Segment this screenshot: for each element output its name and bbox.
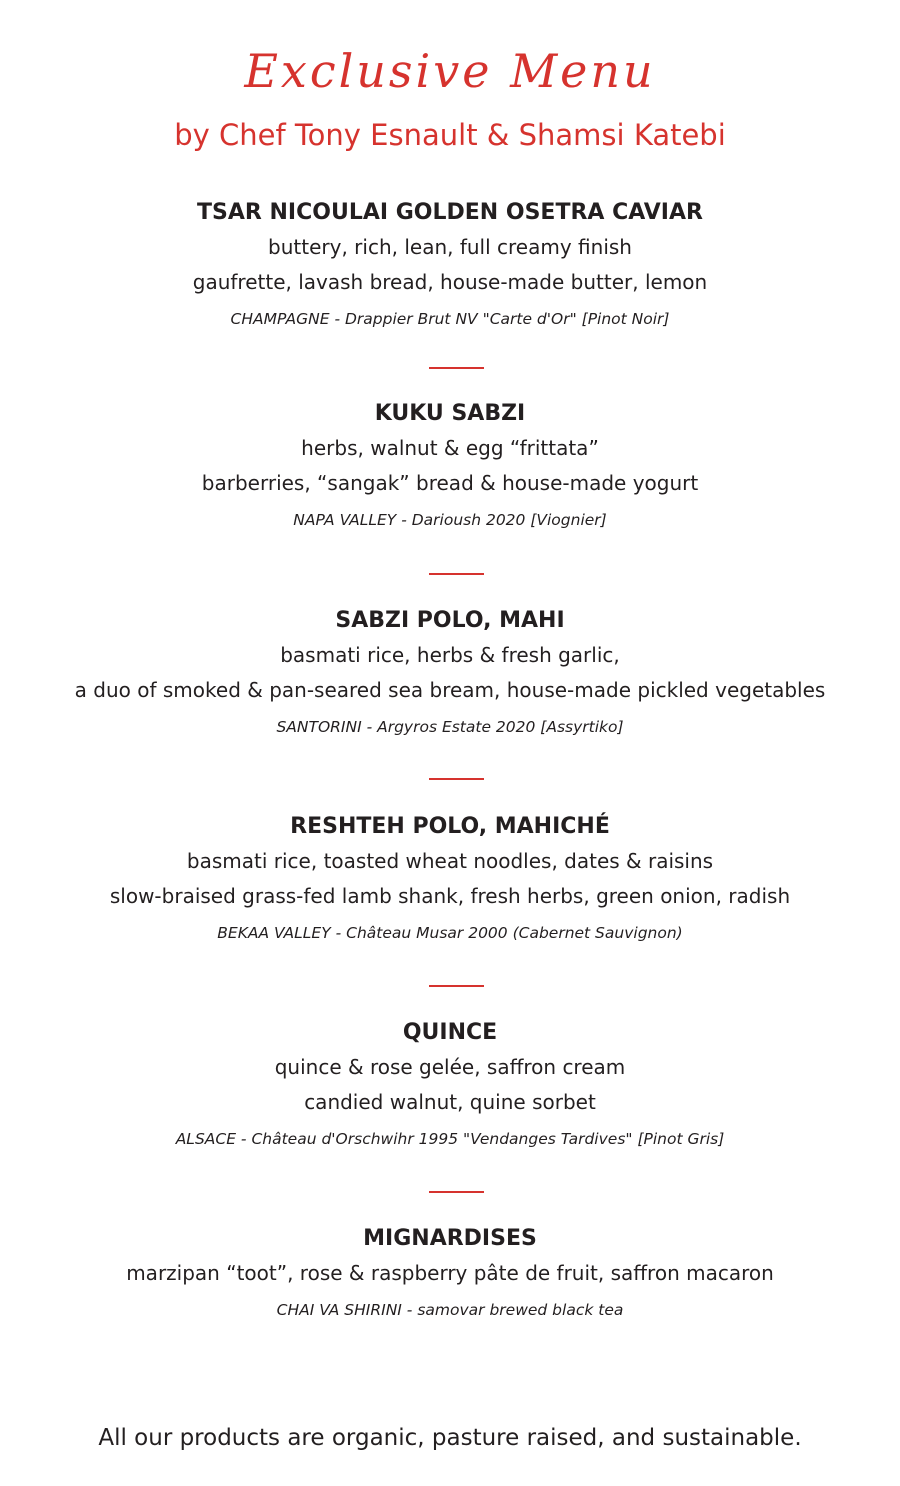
section-divider [429,1191,484,1193]
course-mignardises [0,1222,900,1323]
course-name: QUINCE [402,1020,498,1045]
course-description-line: herbs, walnut & egg “frittata” [301,436,599,460]
course-caviar [0,196,900,332]
section-divider [429,985,484,987]
course-sabzi-polo [0,604,900,740]
course-description-line: quince & rose gelée, saffron cream [274,1055,626,1079]
wine-pairing: NAPA VALLEY - Darioush 2020 [Viognier] [293,511,607,529]
course-description-line: candied walnut, quine sorbet [304,1090,596,1114]
course-quince [0,1016,900,1152]
course-description-line: a duo of smoked & pan-seared sea bream, house-made pickled vegetables [74,678,826,702]
course-description-line: slow-braised grass-fed lamb shank, fresh herbs, green onion, radish [109,884,791,908]
course-reshteh-polo [0,810,900,946]
wine-pairing: CHAMPAGNE - Drappier Brut NV "Carte d'Or" [Pinot Noir] [230,310,670,328]
wine-pairing: ALSACE - Château d'Orschwihr 1995 "Vendanges Tardives" [Pinot Gris] [175,1130,725,1148]
section-divider [429,573,484,575]
course-description-line: marzipan “toot”, rose & raspberry pâte de fruit, saffron macaron [126,1261,774,1285]
wine-pairing: SANTORINI - Argyros Estate 2020 [Assyrtiko] [276,718,624,736]
sustainability-note: All our products are organic, pasture raised, and sustainable. [98,1425,802,1451]
course-name: RESHTEH POLO, MAHICHÉ [290,814,610,839]
course-description-line: basmati rice, herbs & fresh garlic, [280,643,620,667]
course-name: TSAR NICOULAI GOLDEN OSETRA CAVIAR [197,200,703,225]
course-name: KUKU SABZI [374,401,526,426]
section-divider [429,367,484,369]
menu-subtitle: by Chef Tony Esnault & Shamsi Katebi [174,118,726,152]
course-description-line: barberries, “sangak” bread & house-made yogurt [201,471,699,495]
wine-pairing: CHAI VA SHIRINI - samovar brewed black tea [276,1301,624,1319]
course-kuku-sabzi [0,397,900,533]
section-divider [429,778,484,780]
wine-pairing: BEKAA VALLEY - Château Musar 2000 (Cabernet Sauvignon) [217,924,683,942]
menu-title: Exclusive Menu [244,44,656,98]
course-name: MIGNARDISES [363,1226,537,1251]
course-description-line: basmati rice, toasted wheat noodles, dates & raisins [186,849,714,873]
course-description-line: gaufrette, lavash bread, house-made butter, lemon [192,270,708,294]
course-name: SABZI POLO, MAHI [335,608,565,633]
course-description-line: buttery, rich, lean, full creamy finish [268,235,632,259]
